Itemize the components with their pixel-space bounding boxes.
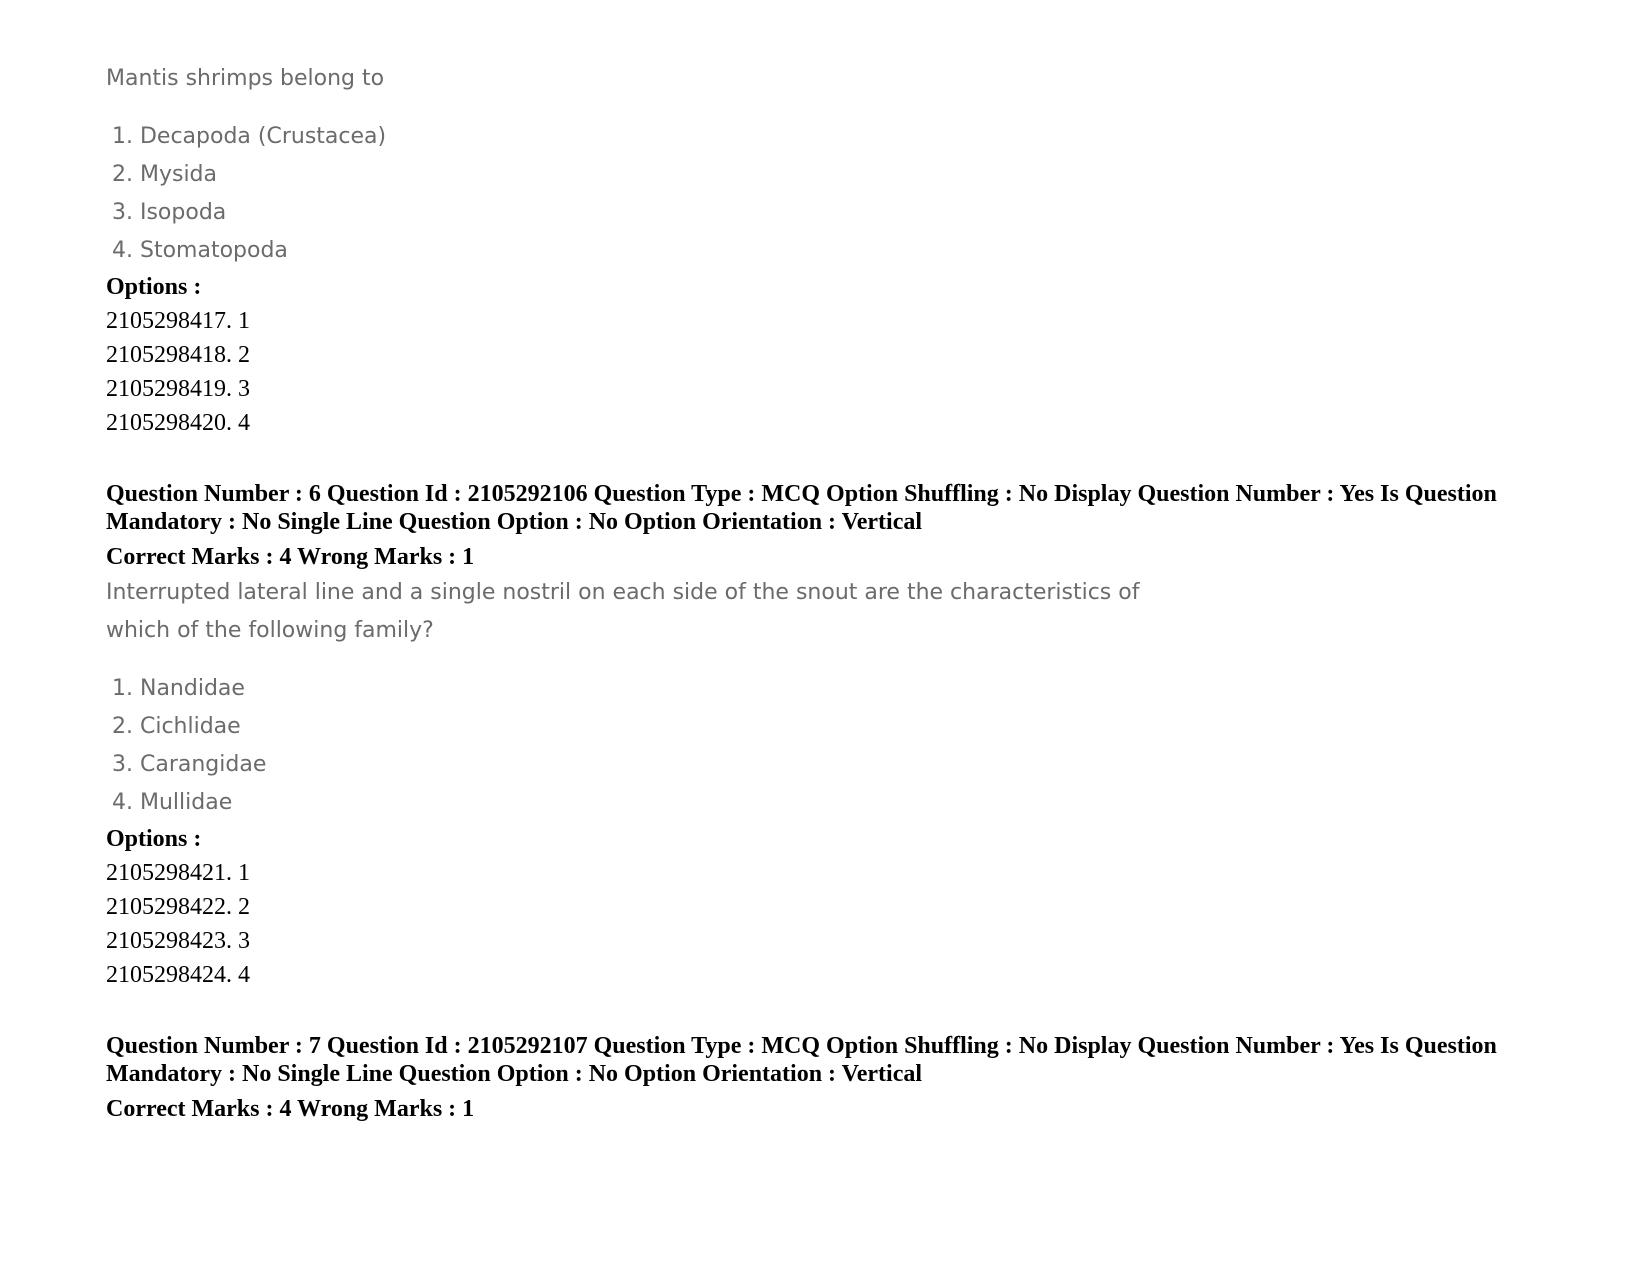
option-row: 2105298421. 1 xyxy=(106,860,250,886)
document-page xyxy=(106,60,1586,1126)
marks-line: Correct Marks : 4 Wrong Marks : 1 xyxy=(106,1096,475,1122)
marks-line: Correct Marks : 4 Wrong Marks : 1 xyxy=(106,544,475,570)
options-label: Options : xyxy=(106,274,202,300)
option-row: 2105298420. 4 xyxy=(106,410,250,436)
question-7 xyxy=(106,1032,1586,1126)
option-row: 2105298419. 3 xyxy=(106,376,250,402)
option-row: 2105298422. 2 xyxy=(106,894,250,920)
spacer xyxy=(106,992,1586,1032)
choice-item: 3. Isopoda xyxy=(112,200,227,225)
option-row: 2105298424. 4 xyxy=(106,962,250,988)
option-row: 2105298423. 3 xyxy=(106,928,250,954)
question-5 xyxy=(106,60,1586,440)
choice-item: 4. Mullidae xyxy=(112,790,233,815)
spacer xyxy=(106,440,1586,480)
options-label: Options : xyxy=(106,826,202,852)
choice-list xyxy=(106,670,1586,822)
question-meta-line: Question Number : 6 Question Id : 2105292106 Question Type : MCQ Option Shuffling : No Display Question Number : Yes Is Question xyxy=(106,481,1497,507)
question-meta-line: Mandatory : No Single Line Question Option : No Option Orientation : Vertical xyxy=(106,1061,923,1087)
option-row: 2105298417. 1 xyxy=(106,308,250,334)
choice-item: 4. Stomatopoda xyxy=(112,238,288,263)
question-meta-line: Question Number : 7 Question Id : 2105292107 Question Type : MCQ Option Shuffling : No Display Question Number : Yes Is Question xyxy=(106,1033,1497,1059)
choice-item: 1. Decapoda (Crustacea) xyxy=(112,124,387,149)
question-text: Mantis shrimps belong to xyxy=(106,66,385,91)
choice-item: 2. Cichlidae xyxy=(112,714,241,739)
choice-item: 2. Mysida xyxy=(112,162,218,187)
choice-list xyxy=(106,118,1586,270)
question-text: which of the following family? xyxy=(106,618,434,643)
question-meta-line: Mandatory : No Single Line Question Option : No Option Orientation : Vertical xyxy=(106,509,923,535)
option-row: 2105298418. 2 xyxy=(106,342,250,368)
question-text: Interrupted lateral line and a single nostril on each side of the snout are the characteristics of xyxy=(106,580,1140,605)
question-6 xyxy=(106,480,1586,992)
choice-item: 1. Nandidae xyxy=(112,676,245,701)
choice-item: 3. Carangidae xyxy=(112,752,267,777)
